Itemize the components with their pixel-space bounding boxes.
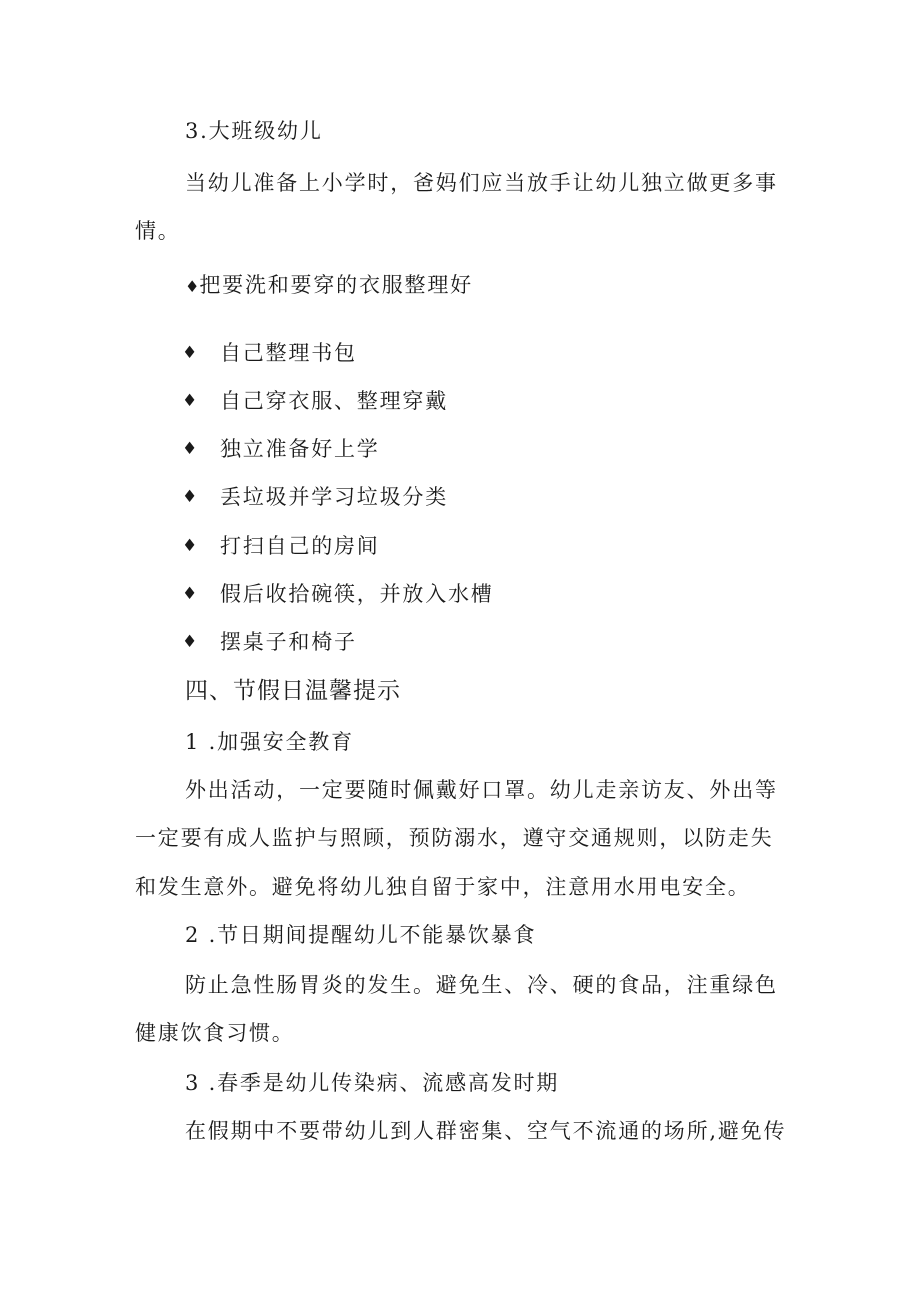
first-bullet-item	[185, 271, 473, 301]
diamond-bullet-icon: ♦	[182, 487, 200, 507]
diamond-bullet-icon: ♦	[182, 343, 200, 363]
tip2-line2: 健康饮食习惯。	[135, 1021, 295, 1045]
tip1-line1: 外出活动，一定要随时佩戴好口罩。幼儿走亲访友、外出等	[185, 778, 778, 802]
diamond-bullet-icon: ♦	[182, 584, 200, 604]
tip3-line1: 在假期中不要带幼儿到人群密集、空气不流通的场所,避免传	[185, 1119, 787, 1143]
bullet-item-text: 假后收拾碗筷，并放入水槽	[220, 582, 494, 606]
section3-intro-line2: 情。	[135, 219, 181, 243]
section4-heading: 四、节假日温馨提示	[185, 678, 401, 704]
tip1-title: 1 .加强安全教育	[185, 730, 354, 754]
bullet-item-text: 独立准备好上学	[220, 437, 380, 461]
tip1-line3: 和发生意外。避免将幼儿独自留于家中，注意用水用电安全。	[135, 875, 751, 899]
section3-intro-line1: 当幼儿准备上小学时，爸妈们应当放手让幼儿独立做更多事	[185, 171, 778, 195]
bullet-item-text: 自己穿衣服、整理穿戴	[220, 389, 448, 413]
diamond-bullet-icon: ♦	[182, 391, 200, 411]
bullet-item-text: 打扫自己的房间	[220, 534, 380, 558]
diamond-bullet-icon: ♦	[185, 277, 200, 296]
bullet-item-text: 自己整理书包	[220, 341, 357, 365]
tip2-title: 2 .节日期间提醒幼儿不能暴饮暴食	[185, 923, 537, 947]
diamond-bullet-icon: ♦	[182, 536, 200, 556]
first-bullet-text: 把要洗和要穿的衣服整理好	[199, 273, 473, 297]
tip2-line1: 防止急性肠胃炎的发生。避免生、冷、硬的食品，注重绿色	[185, 973, 778, 997]
bullet-item-text: 丢垃圾并学习垃圾分类	[220, 485, 448, 509]
tip1-line2: 一定要有成人监护与照顾，预防溺水，遵守交通规则，以防走失	[135, 826, 774, 850]
diamond-bullet-icon: ♦	[182, 632, 200, 652]
section3-title: 3.大班级幼儿	[185, 119, 323, 143]
diamond-bullet-icon: ♦	[182, 439, 200, 459]
bullet-item-text: 摆桌子和椅子	[220, 630, 357, 654]
tip3-title: 3 .春季是幼儿传染病、流感高发时期	[185, 1071, 560, 1095]
